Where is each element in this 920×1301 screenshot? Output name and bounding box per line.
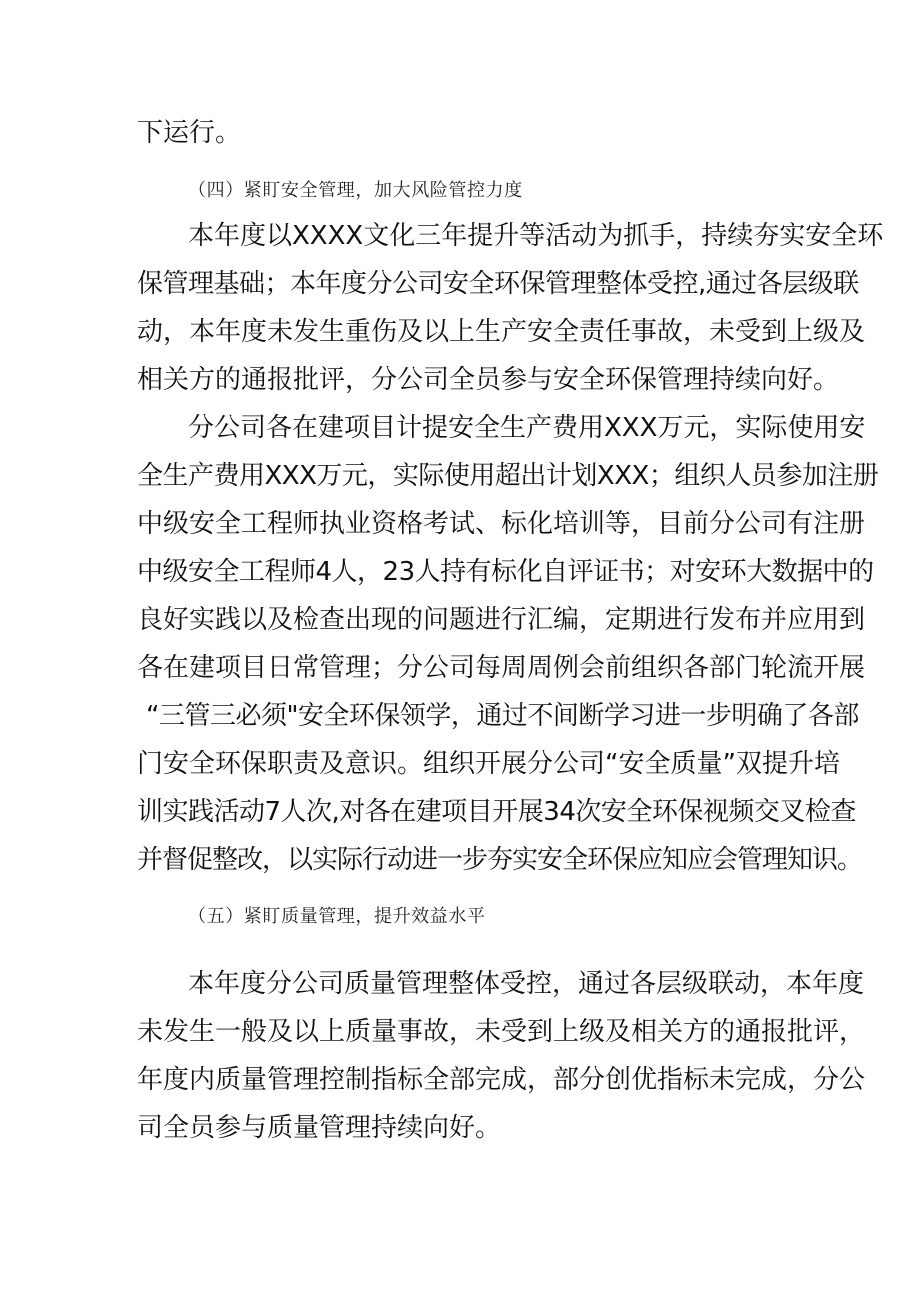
paragraph-line: 中级安全工程师执业资格考试、标化培训等，目前分公司有注册 [137, 509, 866, 539]
paragraph-line: 年度内质量管理控制指标全部完成，部分创优指标未完成，分公 [137, 1065, 866, 1095]
paragraph-line: 中级安全工程师4人，23人持有标化自评证书；对安环大数据中的 [137, 557, 874, 587]
paragraph-line: 良好实践以及检查出现的问题进行汇编，定期进行发布并应用到 [137, 605, 866, 635]
paragraph-line: 下运行。 [137, 118, 242, 148]
section-heading-5: （五）紧盯质量管理，提升效益水平 [188, 906, 486, 927]
paragraph-line: 训实践活动7人次,对各在建项目开展34次安全环保视频交叉检查 [137, 797, 856, 827]
paragraph-line: 保管理基础；本年度分公司安全环保管理整体受控,通过各层级联 [137, 269, 859, 299]
paragraph-line: “三管三必须"安全环保领学，通过不间断学习进一步明确了各部 [146, 701, 859, 731]
paragraph-line: 门安全环保职责及意识。组织开展分公司“安全质量”双提升培 [137, 749, 840, 779]
section-heading-4: （四）紧盯安全管理，加大风险管控力度 [188, 180, 523, 201]
paragraph-line: 各在建项目日常管理；分公司每周周例会前组织各部门轮流开展 [137, 653, 866, 683]
paragraph-line: 动，本年度未发生重伤及以上生产安全责任事故，未受到上级及 [137, 317, 866, 347]
paragraph-line: 司全员参与质量管理持续向好。 [137, 1113, 502, 1143]
paragraph-line: 分公司各在建项目计提安全生产费用XXX万元，实际使用安 [188, 413, 866, 443]
paragraph-line: 未发生一般及以上质量事故，未受到上级及相关方的通报批评， [137, 1017, 866, 1047]
paragraph-line: 本年度以XXXX文化三年提升等活动为抓手，持续夯实安全环 [188, 221, 884, 251]
paragraph-line: 本年度分公司质量管理整体受控，通过各层级联动，本年度 [188, 969, 865, 999]
paragraph-line: 并督促整改，以实际行动进一步夯实安全环保应知应会管理知识。 [137, 845, 863, 875]
paragraph-line: 相关方的通报批评，分公司全员参与安全环保管理持续向好。 [137, 365, 840, 395]
paragraph-line: 全生产费用XXX万元，实际使用超出计划XXX；组织人员参加注册 [137, 461, 879, 491]
